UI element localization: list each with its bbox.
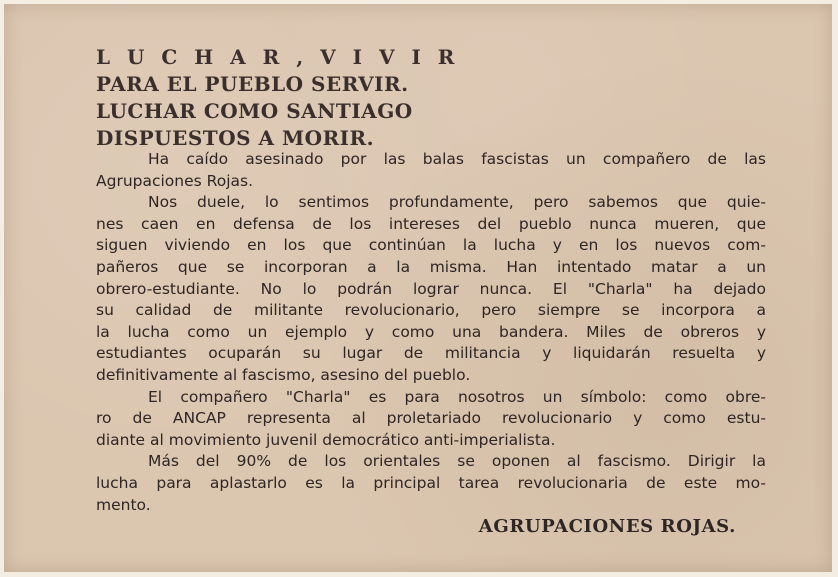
body-line: Ha caído asesinado por las balas fascistas un compañero de las (148, 150, 766, 168)
body-line: nes caen en defensa de los intereses del pueblo nunca mueren, que (96, 214, 766, 233)
body-line: mento. (96, 495, 151, 514)
body-line: Nos duele, lo sentimos profundamente, pero sabemos que quie- (148, 193, 766, 212)
body-line: siguen viviendo en los que continúan la lucha y en los nuevos com- (96, 236, 766, 255)
body-line: Más del 90% de los orientales se oponen al fascismo. Dirigir la (148, 452, 766, 471)
headline-line-1: L U C H A R , V I V I R (96, 45, 460, 69)
body-line: El compañero "Charla" es para nosotros un símbolo: como obre- (148, 387, 766, 406)
body-line: ro de ANCAP representa al proletariado revolucionario y como estu- (96, 409, 766, 428)
body-line: lucha para aplastarlo es la principal tarea revolucionaria de este mo- (96, 473, 766, 492)
leaflet-paper (4, 4, 832, 572)
body-line: Agrupaciones Rojas. (96, 171, 254, 190)
body-line: estudiantes ocuparán su lugar de militancia y liquidarán resuelta y (96, 344, 766, 363)
body-line: su calidad de militante revolucionario, pero siempre se incorpora a (96, 301, 766, 320)
body-line: obrero-estudiante. No lo podrán lograr nunca. El "Charla" ha dejado (96, 279, 766, 298)
show-through-texture (474, 52, 804, 74)
headline-line-2: PARA EL PUEBLO SERVIR. (96, 72, 409, 96)
body-line: definitivamente al fascismo, asesino del pueblo. (96, 365, 471, 384)
body-line: pañeros que se incorporan a la misma. Han intentado matar a un (96, 257, 766, 276)
leaflet-headline (96, 44, 459, 152)
leaflet-body (96, 149, 766, 516)
leaflet-signature: AGRUPACIONES ROJAS. (478, 516, 736, 537)
body-line: diante al movimiento juvenil democrático anti-imperialista. (96, 430, 556, 449)
headline-line-3: LUCHAR COMO SANTIAGO (96, 99, 413, 123)
headline-line-4: DISPUESTOS A MORIR. (96, 126, 375, 150)
body-line: la lucha como un ejemplo y como una bandera. Miles de obreros y (96, 322, 766, 341)
